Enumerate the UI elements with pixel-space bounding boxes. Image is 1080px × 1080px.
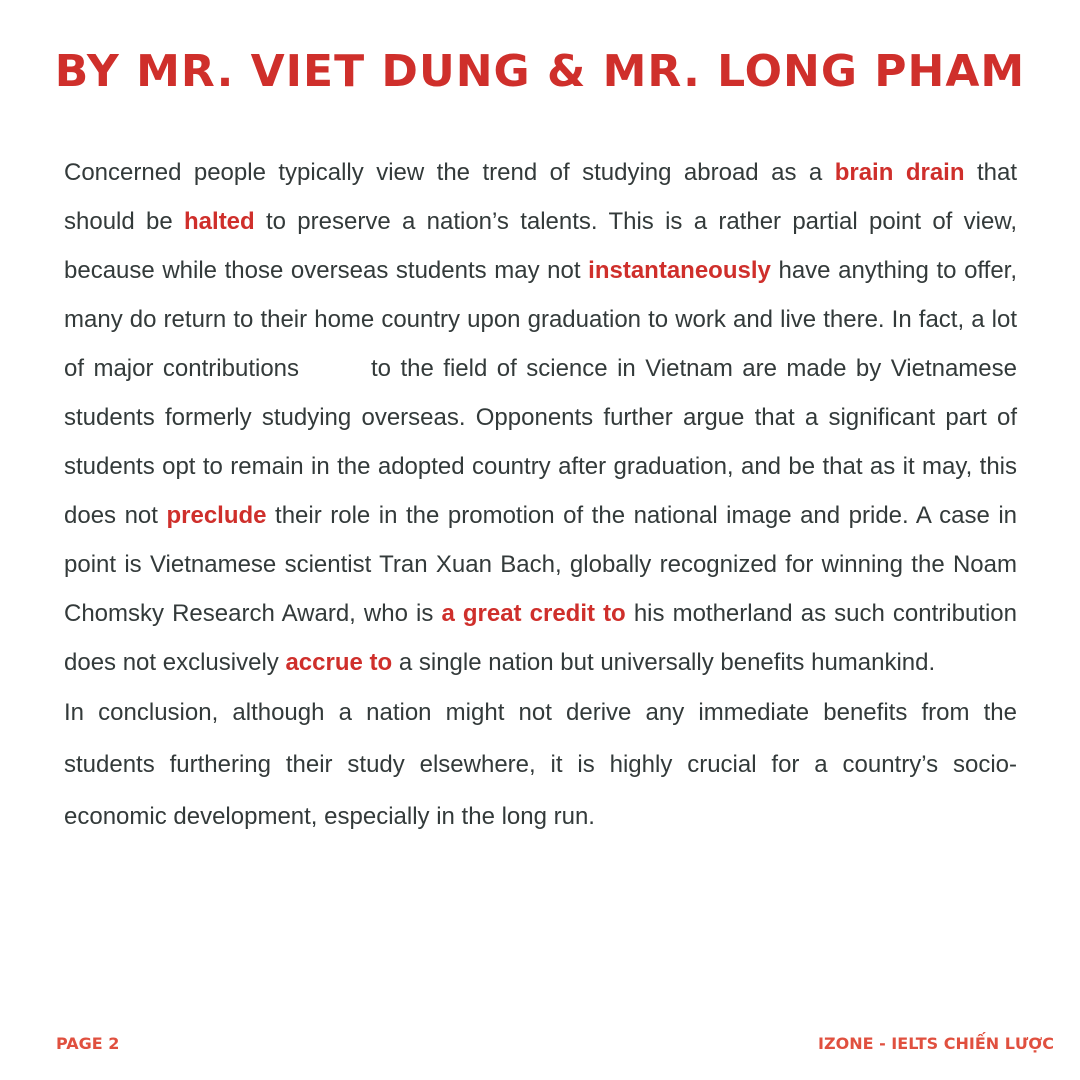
- highlighted-word-halted: halted: [184, 208, 255, 235]
- text-segment: their role in the promotion of the national image and pride. A case in point is Vietnamese scientist Tran Xuan Bach, globally recognized for winning the Noam Chomsky Research Award, who is: [64, 502, 1017, 627]
- page-title: BY MR. VIET DUNG & MR. LONG PHAM: [54, 46, 1026, 97]
- text-segment: his motherland as such contribution does not exclusively: [64, 600, 1018, 676]
- highlighted-word-instantaneously: instantaneously: [588, 257, 771, 284]
- text-segment: to preserve a nation’s talents. This is a rather partial point of view, because while those overseas students may not: [64, 208, 1017, 284]
- essay-conclusion: In conclusion, although a nation might not derive any immediate benefits from the students furthering their study elsewhere, it is highly crucial for a country’s socio-economic development, especially in the long run.: [64, 699, 1017, 830]
- text-segment: that should be: [64, 159, 1017, 235]
- page-number: PAGE 2: [56, 1034, 120, 1053]
- highlighted-word-preclude: preclude: [166, 502, 267, 529]
- highlighted-phrase-accrue: accrue to: [285, 649, 393, 676]
- essay-paragraph: [64, 148, 1017, 687]
- text-segment: have anything to offer, many do return to their home country upon graduation to work and live there. In fact, a lot of major contributions: [64, 257, 1017, 382]
- text-segment: a single nation but universally benefits humankind.: [392, 649, 936, 676]
- text-segment: Concerned people typically view the trend of studying abroad as a: [64, 159, 835, 186]
- highlighted-phrase-credit: a great credit to: [441, 600, 626, 627]
- essay-body: [64, 148, 1017, 843]
- brand-label: IZONE - IELTS CHIẾN LƯỢC: [818, 1034, 1054, 1053]
- highlighted-phrase-brain-drain: brain drain: [834, 159, 965, 186]
- text-segment: to the field of science in Vietnam are made by Vietnamese students formerly studying overseas. Opponents further argue that a significant part of students opt to remain in the adopted country after graduation, and be that as it may, this does not: [64, 355, 1017, 529]
